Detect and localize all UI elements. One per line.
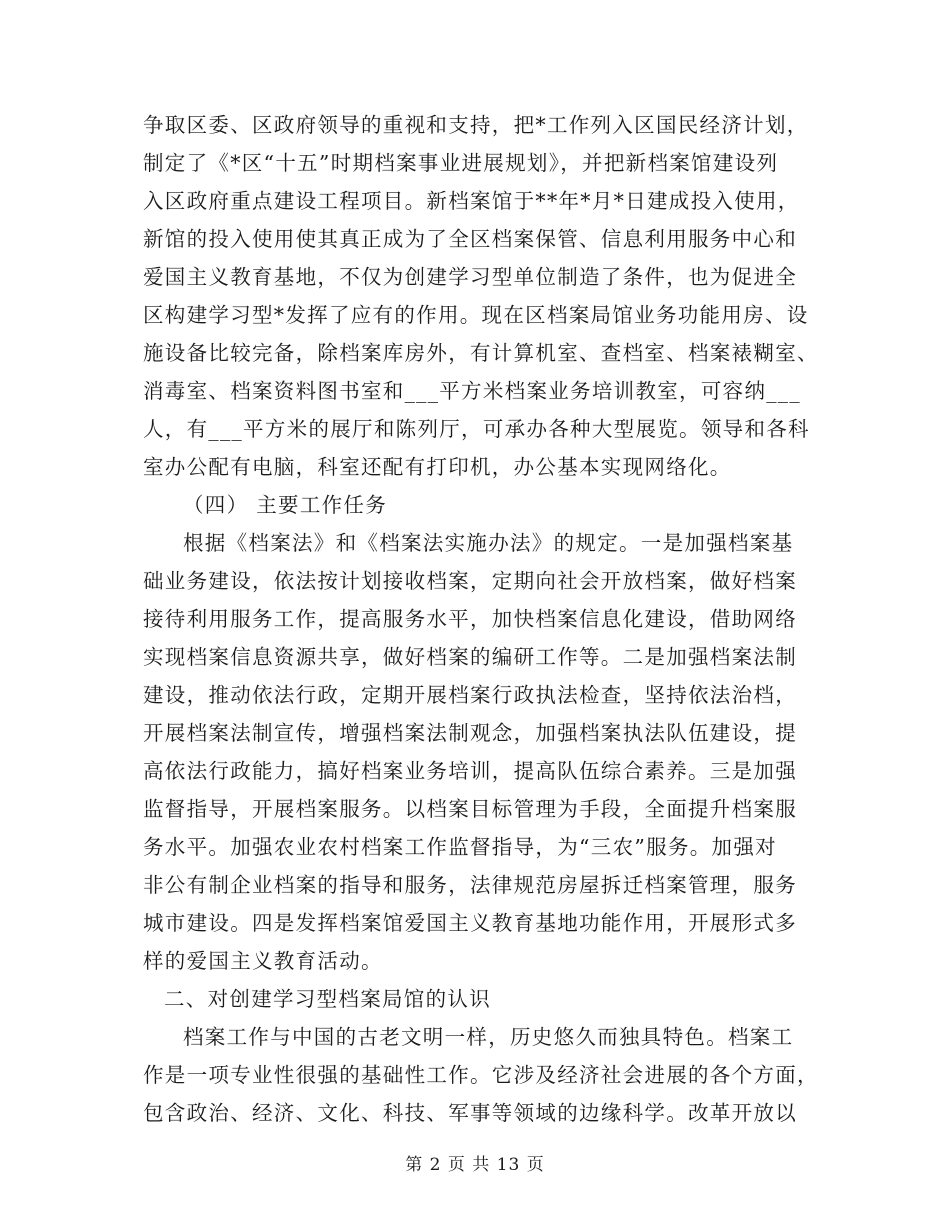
body-text-line: 开展档案法制宣传，增强档案法制观念，加强档案执法队伍建设，提 [143,721,797,745]
section-heading: （四） 主要工作任务 [183,493,388,517]
body-text-line: 建设，推动依法行政，定期开展档案行政执法检查，坚持依法治档， [143,683,797,707]
body-text-line: 监督指导，开展档案服务。以档案目标管理为手段，全面提升档案服 [143,797,797,821]
body-text-line: 根据《档案法》和《档案法实施办法》的规定。一是加强档案基 [183,531,794,555]
body-text-line: 础业务建设，依法按计划接收档案，定期向社会开放档案，做好档案 [143,569,797,593]
body-text-line: 制定了《*区“十五”时期档案事业进展规划》，并把新档案馆建设列 [143,151,779,175]
body-text-line: 城市建设。四是发挥档案馆爱国主义教育基地功能作用，开展形式多 [143,911,797,935]
body-text-line: 实现档案信息资源共享，做好档案的编研工作等。二是加强档案法制 [143,645,797,669]
page-number-footer: 第 2 页 共 13 页 [405,1155,545,1175]
body-text-line: 爱国主义教育基地，不仅为创建学习型单位制造了条件，也为促进全 [143,265,797,289]
body-text-line: 作是一项专业性很强的基础性工作。它涉及经济社会进展的各个方面， [143,1063,819,1087]
body-text-line: 接待利用服务工作，提高服务水平，加快档案信息化建设，借助网络 [143,607,797,631]
body-text-line: 争取区委、区政府领导的重视和支持，把*工作列入区国民经济计划， [143,113,809,137]
section-heading: 二、对创建学习型档案局馆的认识 [164,987,491,1011]
body-text-line: 人，有___平方米的展厅和陈列厅，可承办各种大型展览。领导和各科 [143,417,810,441]
body-text-line: 新馆的投入使用使其真正成为了全区档案保管、信息利用服务中心和 [143,227,797,251]
body-text-line: 消毒室、档案资料图书室和___平方米档案业务培训教室，可容纳___ [143,379,801,403]
body-text-line: 高依法行政能力，搞好档案业务培训，提高队伍综合素养。三是加强 [143,759,797,783]
body-text-line: 档案工作与中国的古老文明一样，历史悠久而独具特色。档案工 [183,1025,794,1049]
body-text-line: 务水平。加强农业农村档案工作监督指导，为“三农”服务。加强对 [143,835,777,859]
body-text-line: 包含政治、经济、文化、科技、军事等领域的边缘科学。改革开放以 [143,1101,797,1125]
body-text-line: 入区政府重点建设工程项目。新档案馆于**年*月*日建成投入使用， [143,189,800,213]
body-text-line: 施设备比较完备，除档案库房外，有计算机室、查档室、档案裱糊室、 [143,341,819,365]
body-text-line: 区构建学习型*发挥了应有的作用。现在区档案局馆业务功能用房、设 [143,303,809,327]
body-text-line: 室办公配有电脑，科室还配有打印机，办公基本实现网络化。 [143,455,732,479]
body-text-line: 非公有制企业档案的指导和服务，法律规范房屋拆迁档案管理，服务 [143,873,797,897]
body-text-line: 样的爱国主义教育活动。 [143,949,383,973]
